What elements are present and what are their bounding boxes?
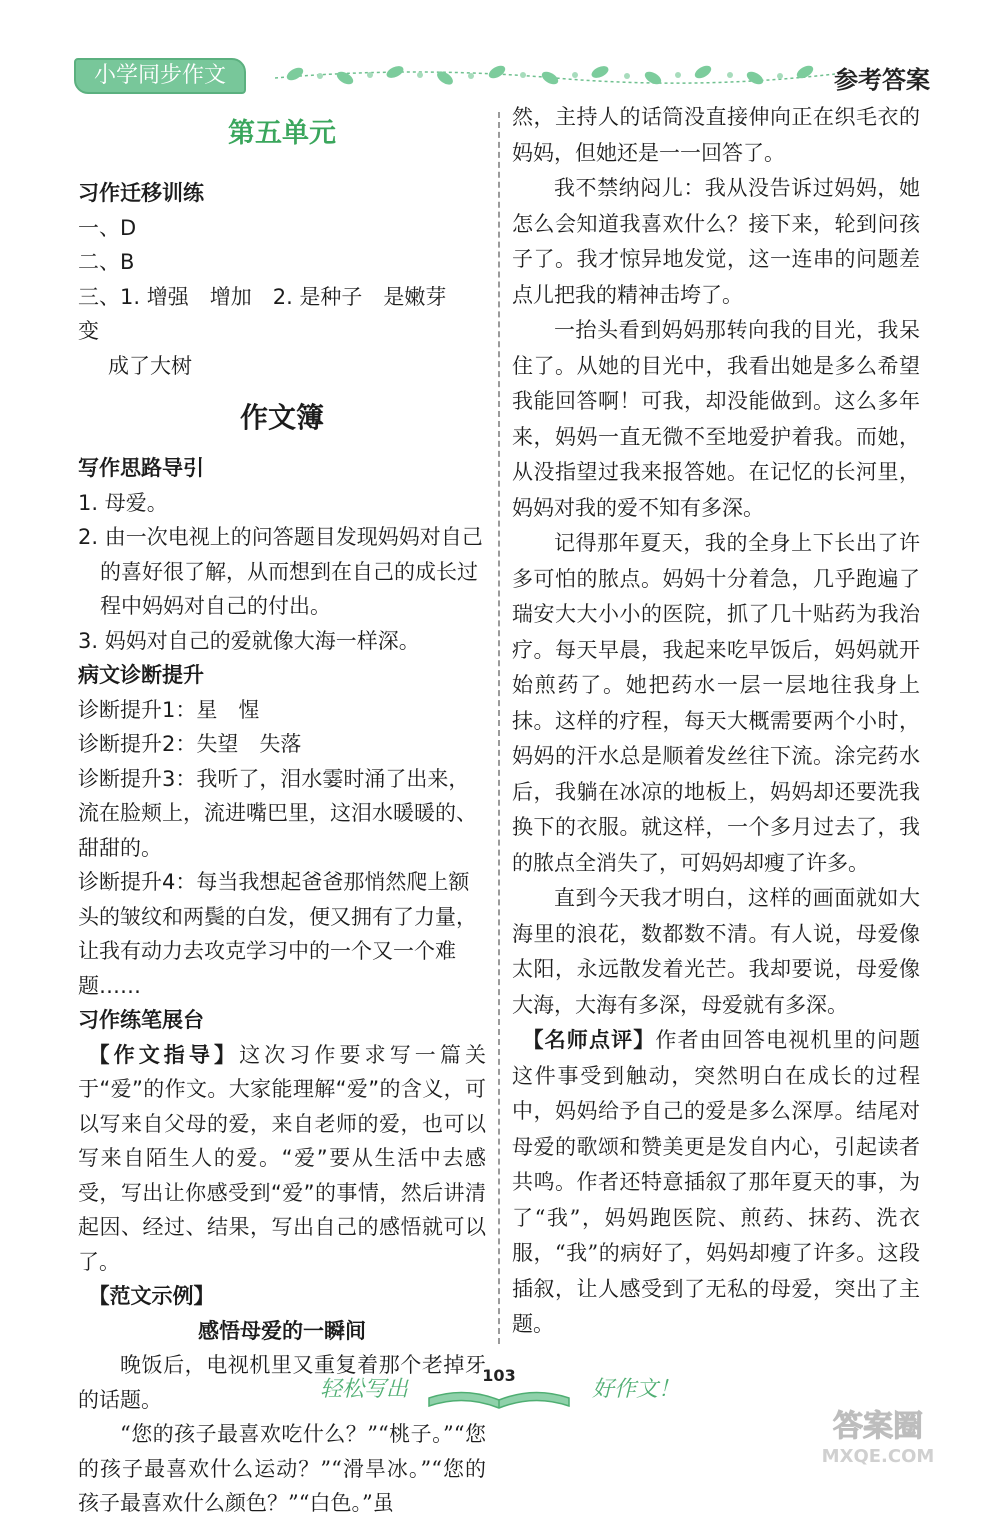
answer-key-title: 参考答案 bbox=[834, 66, 930, 94]
page-footer bbox=[320, 1360, 680, 1420]
section-heading: 病文诊断提升 bbox=[78, 663, 204, 687]
page-number: 103 bbox=[482, 1366, 516, 1385]
svg-text:答案圈: 答案圈 bbox=[833, 1409, 923, 1444]
watermark-logo bbox=[778, 1402, 978, 1468]
diagnosis-item: 诊断提升1：星 惺 bbox=[78, 697, 260, 722]
answer-line: 一、D bbox=[78, 215, 137, 240]
writing-guide-label: 【作文指导】 bbox=[88, 1042, 240, 1067]
teacher-comment-text: 作者由回答电视机里的问题这件事受到触动，突然明白在成长的过程中，妈妈给予自己的爱是多么深厚。结尾对母爱的歌颂和赞美更是发自内心，引起读者共鸣。作者还特意插叙了那年夏天的事，为了“我”，妈妈跑医院、煎药、抹药、洗衣服，“我”的病好了，妈妈却瘦了许多。这段插叙，让人感受到了无私的母爱，突出了主题。 bbox=[512, 1028, 921, 1336]
page-header bbox=[60, 52, 940, 98]
essay-paragraph: “您的孩子最喜欢吃什么？”“桃子。”“您的孩子最喜欢什么运动？”“滑旱冰。”“您的孩子最喜欢什么颜色？”“白色。”虽 bbox=[78, 1422, 486, 1515]
section-heading: 习作迁移训练 bbox=[78, 181, 204, 205]
book-title: 作文簿 bbox=[239, 401, 324, 434]
teacher-comment bbox=[512, 1023, 920, 1343]
diagnosis-item: 诊断提升3：我听了，泪水霎时涌了出来，流在脸颊上，流进嘴巴里，这泪水暖暖的、甜甜的。 bbox=[78, 766, 477, 860]
column-divider bbox=[498, 112, 500, 1344]
left-column bbox=[78, 112, 486, 1521]
guide-item: 1. 母爱。 bbox=[78, 490, 168, 515]
essay-paragraph: 我不禁纳闷儿：我从没告诉过妈妈，她怎么会知道我喜欢什么？接下来，轮到问孩子了。我才惊异地发觉，这一连串的问题差点儿把我的精神击垮了。 bbox=[512, 176, 920, 307]
header-badge: 小学同步作文 bbox=[74, 58, 246, 94]
answer-line: 二、B bbox=[78, 250, 135, 274]
essay-paragraph: 记得那年夏天，我的全身上下长出了许多可怕的脓点。妈妈十分着急，几乎跑遍了瑞安大大小小的医院，抓了几十贴药为我治疗。每天早晨，我起来吃早饭后，妈妈就开始煎药了。她把药水一层一层地往我身上抹。这样的疗程，每天大概需要两个小时，妈妈的汗水总是顺着发丝往下流。涂完药水后，我躺在冰凉的地板上，妈妈却还要洗我换下的衣服。就这样，一个多月过去了，我的脓点全消失了，可妈妈却瘦了许多。 bbox=[512, 531, 920, 875]
essay-title: 感悟母爱的一瞬间 bbox=[198, 1318, 366, 1343]
leaf-icon bbox=[275, 60, 835, 90]
open-book-icon bbox=[424, 1368, 574, 1412]
sample-label: 【范文示例】 bbox=[88, 1284, 215, 1308]
footer-slogan-left: 轻松写出 bbox=[320, 1377, 409, 1402]
diagnosis-item: 诊断提升2：失望 失落 bbox=[78, 732, 302, 756]
answer-line: 成了大树 bbox=[108, 353, 192, 378]
essay-paragraph: 晚饭后，电视机里又重复着那个老掉牙的话题。 bbox=[78, 1353, 486, 1412]
teacher-comment-label: 【名师点评】 bbox=[522, 1028, 656, 1052]
answer-line: 三、1. 增强 增加 2. 是种子 是嫩芽 变 bbox=[78, 284, 468, 343]
footer-slogan-right: 好作文！ bbox=[591, 1377, 680, 1402]
writing-guide bbox=[78, 1038, 486, 1280]
section-heading: 写作思路导引 bbox=[78, 456, 204, 480]
unit-title: 第五单元 bbox=[228, 118, 336, 149]
svg-text:MXQE.COM: MXQE.COM bbox=[821, 1446, 935, 1467]
essay-paragraph: 然，主持人的话筒没直接伸向正在织毛衣的妈妈，但她还是一一回答了。 bbox=[512, 105, 920, 165]
section-heading: 习作练笔展台 bbox=[78, 1008, 204, 1032]
guide-item: 3. 妈妈对自己的爱就像大海一样深。 bbox=[78, 628, 420, 653]
essay-paragraph: 直到今天我才明白，这样的画面就如大海里的浪花，数都数不清。有人说，母爱像太阳，永远散发着光芒。我却要说，母爱像大海，大海有多深，母爱就有多深。 bbox=[512, 886, 920, 1017]
right-column bbox=[512, 100, 920, 1343]
writing-guide-text: 这次习作要求写一篇关于“爱”的作文。大家能理解“爱”的含义，可以写来自父母的爱，来自老师的爱，也可以写来自陌生人的爱。“爱”要从生活中去感受，写出让你感受到“爱”的事情，然后讲清起因、经过、结果，写出自己的感悟就可以了。 bbox=[78, 1042, 487, 1274]
guide-item: 2. 由一次电视上的问答题目发现妈妈对自己的喜好很了解，从而想到在自己的成长过程中妈妈对自己的付出。 bbox=[78, 525, 483, 618]
diagnosis-item: 诊断提升4：每当我想起爸爸那悄然爬上额头的皱纹和两鬓的白发，便又拥有了力量，让我有动力去攻克学习中的一个又一个难题…… bbox=[78, 870, 477, 998]
essay-paragraph: 一抬头看到妈妈那转向我的目光，我呆住了。从她的目光中，我看出她是多么希望我能回答啊！可我，却没能做到。这么多年来，妈妈一直无微不至地爱护着我。而她，从没指望过我来报答她。在记忆的长河里，妈妈对我的爱不知有多深。 bbox=[512, 318, 920, 520]
